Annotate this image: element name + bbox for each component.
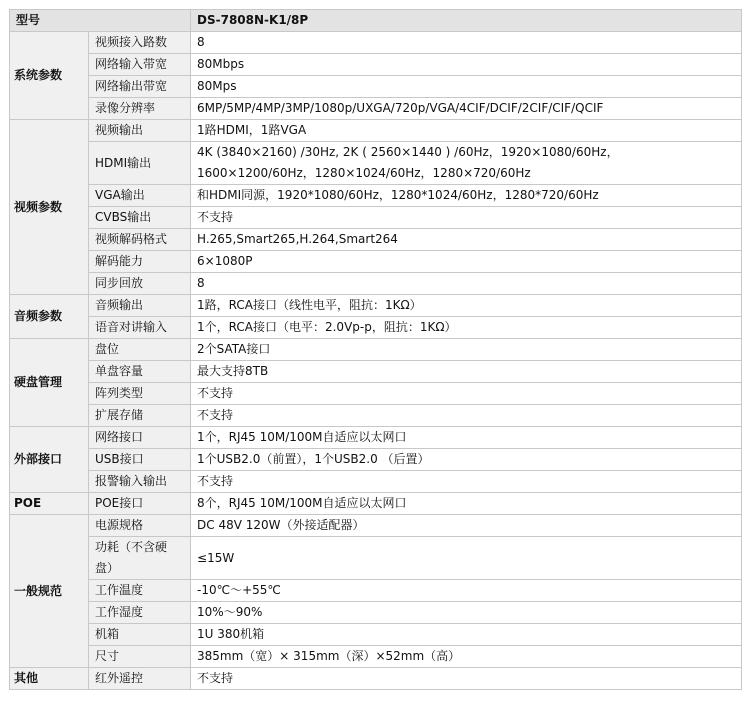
param-value: ≤15W (191, 537, 742, 580)
category-cell: 硬盘管理 (10, 339, 89, 427)
param-value: 不支持 (191, 471, 742, 493)
table-row (10, 405, 742, 427)
table-row (10, 361, 742, 383)
param-value: 和HDMI同源，1920*1080/60Hz，1280*1024/60Hz，1280*720/60Hz (191, 185, 742, 207)
param-value: 6MP/5MP/4MP/3MP/1080p/UXGA/720p/VGA/4CIF/DCIF/2CIF/CIF/QCIF (191, 98, 742, 120)
param-value: 8 (191, 32, 742, 54)
param-value: 不支持 (191, 207, 742, 229)
param-label: 工作温度 (89, 580, 191, 602)
table-row (10, 251, 742, 273)
param-value: 1路，RCA接口（线性电平，阻抗：1KΩ） (191, 295, 742, 317)
param-label: USB接口 (89, 449, 191, 471)
table-row (10, 339, 742, 361)
param-label: 阵列类型 (89, 383, 191, 405)
param-value: 80Mps (191, 76, 742, 98)
model-label: 型号 (10, 10, 191, 32)
param-label: POE接口 (89, 493, 191, 515)
param-label: 机箱 (89, 624, 191, 646)
param-label: VGA输出 (89, 185, 191, 207)
category-cell: 一般规范 (10, 515, 89, 668)
param-label: 扩展存储 (89, 405, 191, 427)
table-row (10, 98, 742, 120)
param-label: 电源规格 (89, 515, 191, 537)
table-row (10, 602, 742, 624)
param-label: 网络输入带宽 (89, 54, 191, 76)
table-row (10, 580, 742, 602)
param-label: 网络输出带宽 (89, 76, 191, 98)
category-cell: 音频参数 (10, 295, 89, 339)
param-label: 功耗（不含硬盘） (89, 537, 191, 580)
table-row (10, 142, 742, 185)
param-value: 1U 380机箱 (191, 624, 742, 646)
param-label: 单盘容量 (89, 361, 191, 383)
param-value: DC 48V 120W（外接适配器） (191, 515, 742, 537)
param-value: 1路HDMI，1路VGA (191, 120, 742, 142)
param-value: 6×1080P (191, 251, 742, 273)
table-row (10, 54, 742, 76)
param-value: 80Mbps (191, 54, 742, 76)
param-label: 同步回放 (89, 273, 191, 295)
param-label: 视频接入路数 (89, 32, 191, 54)
category-cell: 视频参数 (10, 120, 89, 295)
table-row (10, 229, 742, 251)
param-label: 报警输入输出 (89, 471, 191, 493)
param-value: 8 (191, 273, 742, 295)
table-row (10, 471, 742, 493)
table-row (10, 32, 742, 54)
param-value: 4K (3840×2160) /30Hz, 2K ( 2560×1440 ) /60Hz，1920×1080/60Hz，1600×1200/60Hz，1280×1024/60Hz，1280×720/60Hz (191, 142, 742, 185)
param-label: HDMI输出 (89, 142, 191, 185)
param-label: 视频解码格式 (89, 229, 191, 251)
param-label: 网络接口 (89, 427, 191, 449)
param-value: 1个，RJ45 10M/100M自适应以太网口 (191, 427, 742, 449)
param-value: 不支持 (191, 405, 742, 427)
table-row (10, 427, 742, 449)
category-cell: 系统参数 (10, 32, 89, 120)
param-value: 不支持 (191, 383, 742, 405)
category-cell: 外部接口 (10, 427, 89, 493)
table-row (10, 207, 742, 229)
param-label: 盘位 (89, 339, 191, 361)
param-value: 10%～90% (191, 602, 742, 624)
table-row (10, 493, 742, 515)
spec-sheet (9, 9, 742, 690)
model-value: DS-7808N-K1/8P (191, 10, 742, 32)
table-row (10, 120, 742, 142)
param-label: 红外遥控 (89, 668, 191, 690)
table-row (10, 668, 742, 690)
table-row (10, 537, 742, 580)
param-value: 1个USB2.0（前置），1个USB2.0 （后置） (191, 449, 742, 471)
param-label: 音频输出 (89, 295, 191, 317)
param-label: 解码能力 (89, 251, 191, 273)
category-cell: POE (10, 493, 89, 515)
param-label: 视频输出 (89, 120, 191, 142)
param-label: CVBS输出 (89, 207, 191, 229)
category-cell: 其他 (10, 668, 89, 690)
param-label: 语音对讲输入 (89, 317, 191, 339)
table-row (10, 515, 742, 537)
spec-table-body (10, 10, 742, 690)
param-value: -10℃～+55℃ (191, 580, 742, 602)
table-row (10, 383, 742, 405)
param-label: 工作湿度 (89, 602, 191, 624)
param-value: 1个，RCA接口（电平：2.0Vp-p，阻抗：1KΩ） (191, 317, 742, 339)
spec-table (9, 9, 742, 690)
param-value: 最大支持8TB (191, 361, 742, 383)
table-row (10, 449, 742, 471)
table-row (10, 185, 742, 207)
param-label: 录像分辨率 (89, 98, 191, 120)
param-value: 2个SATA接口 (191, 339, 742, 361)
table-row (10, 76, 742, 98)
param-value: 8个，RJ45 10M/100M自适应以太网口 (191, 493, 742, 515)
param-label: 尺寸 (89, 646, 191, 668)
table-row (10, 295, 742, 317)
table-row (10, 646, 742, 668)
param-value: H.265,Smart265,H.264,Smart264 (191, 229, 742, 251)
table-row (10, 624, 742, 646)
table-row (10, 273, 742, 295)
param-value: 不支持 (191, 668, 742, 690)
param-value: 385mm（宽）× 315mm（深）×52mm（高） (191, 646, 742, 668)
table-row (10, 317, 742, 339)
table-header-row (10, 10, 742, 32)
